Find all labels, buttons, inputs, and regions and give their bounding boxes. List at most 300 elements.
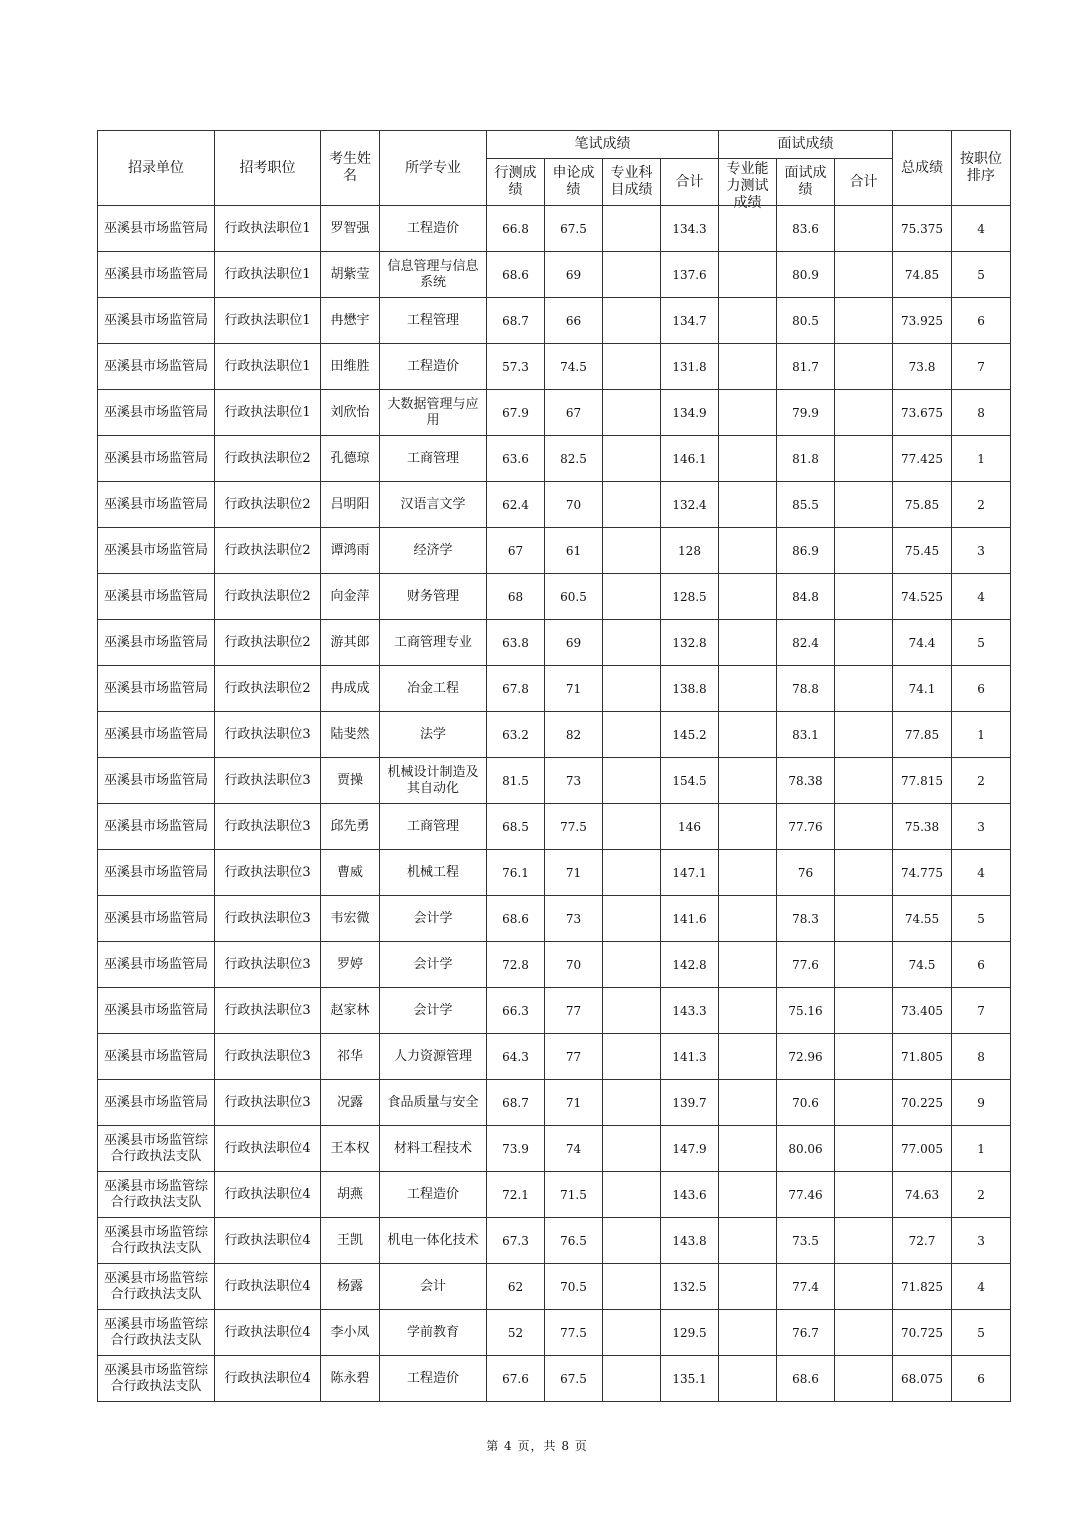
cell-unit: 巫溪县市场监管综合行政执法支队 [98,1356,215,1402]
cell-written-sum: 143.3 [661,988,719,1034]
cell-interview-score: 82.4 [777,620,835,666]
cell-ability-test [719,804,777,850]
cell-written-sum: 142.8 [661,942,719,988]
cell-ability-test [719,1172,777,1218]
cell-shenlun: 77 [545,1034,603,1080]
cell-major: 财务管理 [380,574,487,620]
cell-xingce: 63.6 [487,436,545,482]
cell-interview-sum [835,896,893,942]
cell-xingce: 62.4 [487,482,545,528]
cell-interview-score: 77.76 [777,804,835,850]
cell-xingce: 67 [487,528,545,574]
cell-ability-test [719,528,777,574]
cell-shenlun: 71 [545,1080,603,1126]
cell-position: 行政执法职位4 [215,1172,321,1218]
cell-name: 祁华 [321,1034,380,1080]
cell-written-sum: 154.5 [661,758,719,804]
cell-interview-sum [835,390,893,436]
cell-interview-score: 76 [777,850,835,896]
cell-rank: 5 [952,620,1011,666]
cell-total: 77.005 [893,1126,952,1172]
cell-ability-test [719,252,777,298]
cell-shenlun: 71 [545,850,603,896]
cell-interview-sum [835,758,893,804]
cell-name: 向金萍 [321,574,380,620]
cell-subject [603,436,661,482]
cell-xingce: 52 [487,1310,545,1356]
cell-shenlun: 82 [545,712,603,758]
cell-position: 行政执法职位4 [215,1310,321,1356]
cell-position: 行政执法职位2 [215,620,321,666]
cell-total: 75.375 [893,206,952,252]
cell-major: 工程造价 [380,1356,487,1402]
cell-shenlun: 66 [545,298,603,344]
cell-major: 工程造价 [380,344,487,390]
cell-name: 冉懋宇 [321,298,380,344]
cell-unit: 巫溪县市场监管综合行政执法支队 [98,1126,215,1172]
cell-written-sum: 128.5 [661,574,719,620]
cell-subject [603,942,661,988]
cell-major: 学前教育 [380,1310,487,1356]
cell-interview-sum [835,436,893,482]
cell-interview-score: 80.9 [777,252,835,298]
cell-xingce: 67.8 [487,666,545,712]
cell-unit: 巫溪县市场监管局 [98,896,215,942]
cell-unit: 巫溪县市场监管局 [98,482,215,528]
cell-written-sum: 132.8 [661,620,719,666]
cell-subject [603,896,661,942]
cell-position: 行政执法职位3 [215,758,321,804]
cell-total: 74.85 [893,252,952,298]
cell-interview-score: 72.96 [777,1034,835,1080]
cell-interview-score: 83.1 [777,712,835,758]
cell-interview-score: 77.46 [777,1172,835,1218]
cell-shenlun: 76.5 [545,1218,603,1264]
cell-written-sum: 138.8 [661,666,719,712]
cell-unit: 巫溪县市场监管局 [98,942,215,988]
cell-subject [603,758,661,804]
cell-unit: 巫溪县市场监管局 [98,298,215,344]
cell-name: 刘欣怡 [321,390,380,436]
table-row [98,620,1011,666]
cell-ability-test [719,1356,777,1402]
cell-name: 王本权 [321,1126,380,1172]
cell-shenlun: 67.5 [545,206,603,252]
cell-interview-sum [835,252,893,298]
cell-unit: 巫溪县市场监管局 [98,712,215,758]
cell-written-sum: 134.7 [661,298,719,344]
cell-name: 罗智强 [321,206,380,252]
cell-ability-test [719,482,777,528]
cell-subject [603,482,661,528]
cell-rank: 5 [952,252,1011,298]
cell-position: 行政执法职位1 [215,298,321,344]
cell-unit: 巫溪县市场监管局 [98,528,215,574]
cell-name: 赵家林 [321,988,380,1034]
cell-shenlun: 67 [545,390,603,436]
cell-ability-test [719,1218,777,1264]
cell-total: 75.38 [893,804,952,850]
cell-interview-sum [835,1218,893,1264]
cell-ability-test [719,574,777,620]
table-row [98,850,1011,896]
cell-rank: 7 [952,988,1011,1034]
table-row [98,1264,1011,1310]
cell-interview-sum [835,1356,893,1402]
cell-interview-score: 70.6 [777,1080,835,1126]
cell-subject [603,574,661,620]
cell-position: 行政执法职位2 [215,436,321,482]
cell-unit: 巫溪县市场监管局 [98,988,215,1034]
cell-major: 机械工程 [380,850,487,896]
cell-interview-sum [835,1080,893,1126]
cell-position: 行政执法职位2 [215,666,321,712]
cell-ability-test [719,1034,777,1080]
cell-subject [603,712,661,758]
cell-unit: 巫溪县市场监管综合行政执法支队 [98,1218,215,1264]
cell-interview-score: 78.38 [777,758,835,804]
cell-interview-score: 75.16 [777,988,835,1034]
cell-total: 74.1 [893,666,952,712]
cell-xingce: 76.1 [487,850,545,896]
cell-xingce: 66.3 [487,988,545,1034]
cell-interview-score: 78.8 [777,666,835,712]
table-row [98,390,1011,436]
cell-shenlun: 60.5 [545,574,603,620]
cell-name: 曹威 [321,850,380,896]
cell-subject [603,1126,661,1172]
cell-ability-test [719,298,777,344]
cell-position: 行政执法职位1 [215,344,321,390]
cell-interview-sum [835,620,893,666]
cell-interview-sum [835,1034,893,1080]
cell-ability-test [719,896,777,942]
cell-written-sum: 147.1 [661,850,719,896]
cell-rank: 5 [952,1310,1011,1356]
cell-rank: 4 [952,206,1011,252]
cell-shenlun: 77.5 [545,804,603,850]
cell-major: 机械设计制造及其自动化 [380,758,487,804]
cell-position: 行政执法职位2 [215,482,321,528]
cell-written-sum: 141.3 [661,1034,719,1080]
cell-unit: 巫溪县市场监管局 [98,390,215,436]
cell-name: 杨露 [321,1264,380,1310]
cell-subject [603,390,661,436]
cell-rank: 6 [952,666,1011,712]
table-header [98,131,1011,211]
cell-interview-score: 80.5 [777,298,835,344]
cell-subject [603,1034,661,1080]
cell-interview-sum [835,850,893,896]
cell-interview-score: 84.8 [777,574,835,620]
cell-position: 行政执法职位4 [215,1218,321,1264]
cell-total: 70.725 [893,1310,952,1356]
cell-xingce: 68.6 [487,896,545,942]
cell-ability-test [719,206,777,252]
cell-shenlun: 82.5 [545,436,603,482]
cell-rank: 8 [952,1034,1011,1080]
cell-rank: 4 [952,850,1011,896]
cell-name: 吕明阳 [321,482,380,528]
cell-position: 行政执法职位2 [215,528,321,574]
cell-subject [603,988,661,1034]
cell-name: 李小凤 [321,1310,380,1356]
cell-interview-sum [835,1172,893,1218]
cell-total: 73.405 [893,988,952,1034]
cell-unit: 巫溪县市场监管局 [98,850,215,896]
cell-ability-test [719,344,777,390]
cell-xingce: 73.9 [487,1126,545,1172]
table-row [98,528,1011,574]
cell-major: 大数据管理与应用 [380,390,487,436]
cell-name: 冉成成 [321,666,380,712]
cell-shenlun: 73 [545,896,603,942]
cell-ability-test [719,666,777,712]
cell-shenlun: 71.5 [545,1172,603,1218]
cell-rank: 8 [952,390,1011,436]
score-table [97,130,1011,1402]
cell-written-sum: 135.1 [661,1356,719,1402]
cell-name: 陈永碧 [321,1356,380,1402]
cell-interview-sum [835,298,893,344]
header-position: 招考职位 [215,131,321,206]
header-unit: 招录单位 [98,131,215,206]
cell-ability-test [719,712,777,758]
cell-interview-sum [835,804,893,850]
cell-name: 陆斐然 [321,712,380,758]
cell-interview-score: 80.06 [777,1126,835,1172]
table-row [98,298,1011,344]
cell-xingce: 64.3 [487,1034,545,1080]
cell-interview-score: 73.5 [777,1218,835,1264]
cell-xingce: 68.5 [487,804,545,850]
cell-subject [603,1356,661,1402]
header-interview: 面试成绩 [719,131,893,159]
cell-subject [603,804,661,850]
cell-xingce: 72.8 [487,942,545,988]
cell-major: 会计学 [380,942,487,988]
cell-subject [603,1218,661,1264]
cell-rank: 5 [952,896,1011,942]
cell-interview-score: 81.8 [777,436,835,482]
cell-written-sum: 132.4 [661,482,719,528]
cell-total: 77.815 [893,758,952,804]
cell-shenlun: 70 [545,482,603,528]
cell-xingce: 63.8 [487,620,545,666]
cell-total: 70.225 [893,1080,952,1126]
cell-total: 68.075 [893,1356,952,1402]
table-row [98,1218,1011,1264]
cell-position: 行政执法职位3 [215,988,321,1034]
cell-position: 行政执法职位3 [215,712,321,758]
cell-position: 行政执法职位4 [215,1264,321,1310]
cell-unit: 巫溪县市场监管局 [98,620,215,666]
cell-rank: 9 [952,1080,1011,1126]
cell-position: 行政执法职位4 [215,1356,321,1402]
cell-major: 工商管理专业 [380,620,487,666]
cell-interview-sum [835,942,893,988]
cell-name: 田维胜 [321,344,380,390]
cell-major: 工程造价 [380,206,487,252]
cell-major: 汉语言文学 [380,482,487,528]
cell-interview-score: 79.9 [777,390,835,436]
cell-name: 罗婷 [321,942,380,988]
table-row [98,482,1011,528]
cell-unit: 巫溪县市场监管局 [98,252,215,298]
cell-major: 工程管理 [380,298,487,344]
cell-interview-sum [835,666,893,712]
cell-name: 韦宏微 [321,896,380,942]
cell-interview-sum [835,1126,893,1172]
cell-written-sum: 128 [661,528,719,574]
table-row [98,804,1011,850]
cell-subject [603,528,661,574]
cell-subject [603,252,661,298]
cell-interview-sum [835,206,893,252]
cell-interview-sum [835,988,893,1034]
cell-written-sum: 132.5 [661,1264,719,1310]
table-row [98,1356,1011,1402]
cell-ability-test [719,620,777,666]
cell-interview-score: 68.6 [777,1356,835,1402]
cell-shenlun: 70.5 [545,1264,603,1310]
cell-xingce: 67.6 [487,1356,545,1402]
cell-position: 行政执法职位3 [215,1080,321,1126]
cell-shenlun: 74.5 [545,344,603,390]
table-row [98,1310,1011,1356]
cell-total: 72.7 [893,1218,952,1264]
cell-ability-test [719,436,777,482]
cell-xingce: 81.5 [487,758,545,804]
cell-interview-score: 83.6 [777,206,835,252]
table-row [98,206,1011,252]
cell-name: 胡燕 [321,1172,380,1218]
cell-interview-sum [835,574,893,620]
cell-shenlun: 77 [545,988,603,1034]
cell-xingce: 68.7 [487,1080,545,1126]
cell-position: 行政执法职位3 [215,804,321,850]
cell-name: 况露 [321,1080,380,1126]
cell-subject [603,1264,661,1310]
cell-interview-score: 78.3 [777,896,835,942]
cell-unit: 巫溪县市场监管综合行政执法支队 [98,1310,215,1356]
cell-name: 谭鸿雨 [321,528,380,574]
table-row [98,758,1011,804]
header-name: 考生姓名 [321,131,380,206]
cell-major: 会计 [380,1264,487,1310]
cell-major: 人力资源管理 [380,1034,487,1080]
cell-rank: 6 [952,1356,1011,1402]
cell-rank: 6 [952,942,1011,988]
cell-interview-sum [835,344,893,390]
cell-total: 74.775 [893,850,952,896]
cell-major: 机电一体化技术 [380,1218,487,1264]
cell-unit: 巫溪县市场监管局 [98,666,215,712]
cell-xingce: 63.2 [487,712,545,758]
cell-ability-test [719,988,777,1034]
cell-ability-test [719,1126,777,1172]
cell-major: 信息管理与信息系统 [380,252,487,298]
cell-total: 73.925 [893,298,952,344]
cell-written-sum: 146.1 [661,436,719,482]
cell-subject [603,298,661,344]
table-row [98,344,1011,390]
cell-name: 胡紫莹 [321,252,380,298]
cell-ability-test [719,758,777,804]
cell-interview-sum [835,1264,893,1310]
cell-major: 食品质量与安全 [380,1080,487,1126]
cell-unit: 巫溪县市场监管局 [98,1080,215,1126]
cell-name: 孔德琼 [321,436,380,482]
cell-rank: 2 [952,758,1011,804]
cell-interview-sum [835,1310,893,1356]
cell-written-sum: 137.6 [661,252,719,298]
cell-position: 行政执法职位3 [215,850,321,896]
cell-unit: 巫溪县市场监管局 [98,206,215,252]
header-interview-sum: 合计 [835,159,893,206]
cell-position: 行政执法职位3 [215,1034,321,1080]
cell-total: 74.4 [893,620,952,666]
cell-position: 行政执法职位3 [215,896,321,942]
cell-position: 行政执法职位2 [215,574,321,620]
cell-written-sum: 134.3 [661,206,719,252]
cell-position: 行政执法职位1 [215,206,321,252]
cell-total: 75.85 [893,482,952,528]
cell-xingce: 67.3 [487,1218,545,1264]
cell-interview-score: 85.5 [777,482,835,528]
cell-total: 77.425 [893,436,952,482]
header-written-sum: 合计 [661,159,719,206]
table-row [98,1172,1011,1218]
cell-unit: 巫溪县市场监管综合行政执法支队 [98,1264,215,1310]
cell-rank: 4 [952,574,1011,620]
cell-unit: 巫溪县市场监管局 [98,804,215,850]
cell-ability-test [719,942,777,988]
cell-name: 游其郎 [321,620,380,666]
cell-written-sum: 134.9 [661,390,719,436]
cell-ability-test [719,1080,777,1126]
cell-written-sum: 141.6 [661,896,719,942]
table-row [98,712,1011,758]
cell-subject [603,1080,661,1126]
cell-interview-score: 77.4 [777,1264,835,1310]
cell-interview-sum [835,528,893,574]
cell-total: 74.63 [893,1172,952,1218]
cell-xingce: 66.8 [487,206,545,252]
cell-written-sum: 146 [661,804,719,850]
cell-major: 工商管理 [380,436,487,482]
cell-position: 行政执法职位1 [215,252,321,298]
table-row [98,1034,1011,1080]
cell-written-sum: 143.6 [661,1172,719,1218]
header-ability-test-label: 专业能力测试成绩 [726,161,769,211]
header-written: 笔试成绩 [487,131,719,159]
cell-xingce: 57.3 [487,344,545,390]
cell-subject [603,344,661,390]
table-body [98,206,1011,1402]
cell-unit: 巫溪县市场监管局 [98,1034,215,1080]
table-row [98,1080,1011,1126]
page-footer: 第 4 页，共 8 页 [486,1439,588,1453]
cell-written-sum: 139.7 [661,1080,719,1126]
cell-rank: 7 [952,344,1011,390]
cell-ability-test [719,1264,777,1310]
cell-position: 行政执法职位4 [215,1126,321,1172]
cell-shenlun: 71 [545,666,603,712]
cell-shenlun: 73 [545,758,603,804]
table-row [98,988,1011,1034]
cell-subject [603,1172,661,1218]
